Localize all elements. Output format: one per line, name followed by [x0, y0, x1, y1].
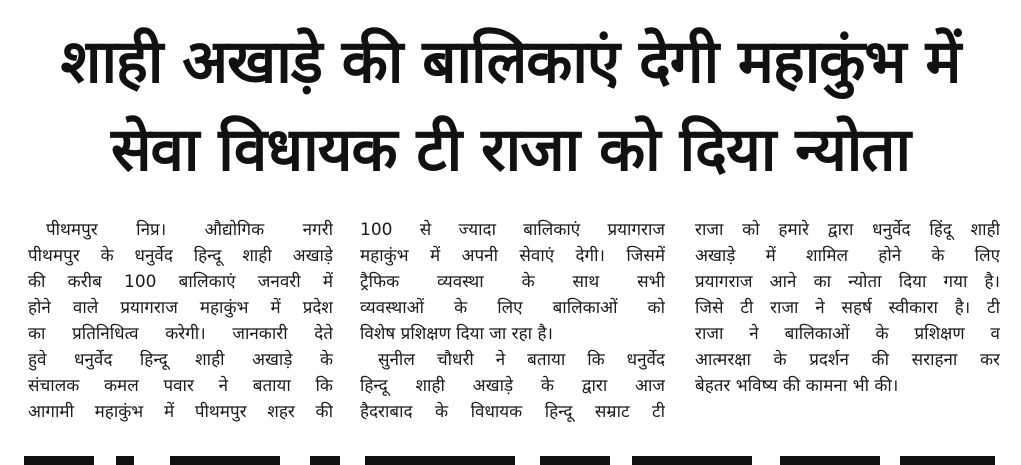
article-column-3 [695, 217, 1000, 399]
cropped-glyph [780, 456, 880, 465]
cropped-glyph [170, 456, 280, 465]
column-1-line: हुवे धनुर्वेद हिन्दू शाही अखाड़े के [28, 350, 333, 370]
cropped-glyph [24, 456, 94, 465]
column-2-line: ट्रैफिक व्यवस्था के साथ सभी [360, 272, 665, 292]
column-3-line: बेहतर भविष्य की कामना भी की। [695, 376, 899, 396]
column-2-line: व्यवस्थाओं के लिए बालिकाओं को [360, 298, 665, 318]
cropped-glyph [116, 456, 134, 465]
article-column-2 [360, 217, 665, 425]
next-headline-cropped [20, 452, 1000, 465]
column-1-line: आगामी महाकुंभ में पीथमपुर शहर की [28, 402, 333, 422]
column-2-line: 100 से ज्यादा बालिकाएं प्रयागराज [360, 220, 665, 240]
headline-line-2: सेवा विधायक टी राजा को दिया न्योता [110, 115, 911, 185]
cropped-glyph [540, 456, 610, 465]
column-3-line: राजा ने बालिकाओं के प्रशिक्षण व [695, 324, 1000, 344]
column-3-line: प्रयागराज आने का न्योता दिया गया है। [695, 272, 1000, 292]
column-2-line: सुनील चौधरी ने बताया कि धनुर्वेद [378, 350, 665, 370]
column-1-line: होने वाले प्रयागराज महाकुंभ में प्रदेश [28, 298, 333, 318]
column-3-line: अखाड़े में शामिल होने के लिए [695, 246, 1000, 266]
column-3-line: राजा को हमारे द्वारा धनुर्वेद हिंदू शाही [695, 220, 1000, 240]
column-1-line: की करीब 100 बालिकाएं जनवरी में [28, 272, 333, 292]
column-1-line: का प्रतिनिधित्व करेगी। जानकारी देते [28, 324, 333, 344]
cropped-glyph [900, 456, 995, 465]
column-2-line: विशेष प्रशिक्षण दिया जा रहा है। [360, 324, 553, 344]
column-1-line: पीथमपुर के धनुर्वेद हिन्दू शाही अखाड़े [28, 246, 333, 266]
column-3-line: जिसे टी राजा ने सहर्ष स्वीकारा है। टी [695, 298, 1000, 318]
cropped-glyph [310, 456, 340, 465]
column-1-line: पीथमपुर निप्र। औद्योगिक नगरी [46, 220, 333, 240]
column-2-line: हैदराबाद के विधायक हिन्दू सम्राट टी [360, 402, 665, 422]
cropped-glyph [632, 456, 752, 465]
column-3-line: आत्मरक्षा के प्रदर्शन की सराहना कर [695, 350, 1000, 370]
column-2-line: महाकुंभ में अपनी सेवाएं देगी। जिसमें [360, 246, 665, 266]
headline-line-1: शाही अखाड़े की बालिकाएं देगी महाकुंभ में [60, 27, 961, 97]
article-column-1 [28, 217, 333, 425]
column-1-line: संचालक कमल पवार ने बताया कि [28, 376, 333, 396]
cropped-glyph [365, 456, 515, 465]
column-2-line: हिन्दू शाही अखाड़े के द्वारा आज [360, 376, 665, 396]
